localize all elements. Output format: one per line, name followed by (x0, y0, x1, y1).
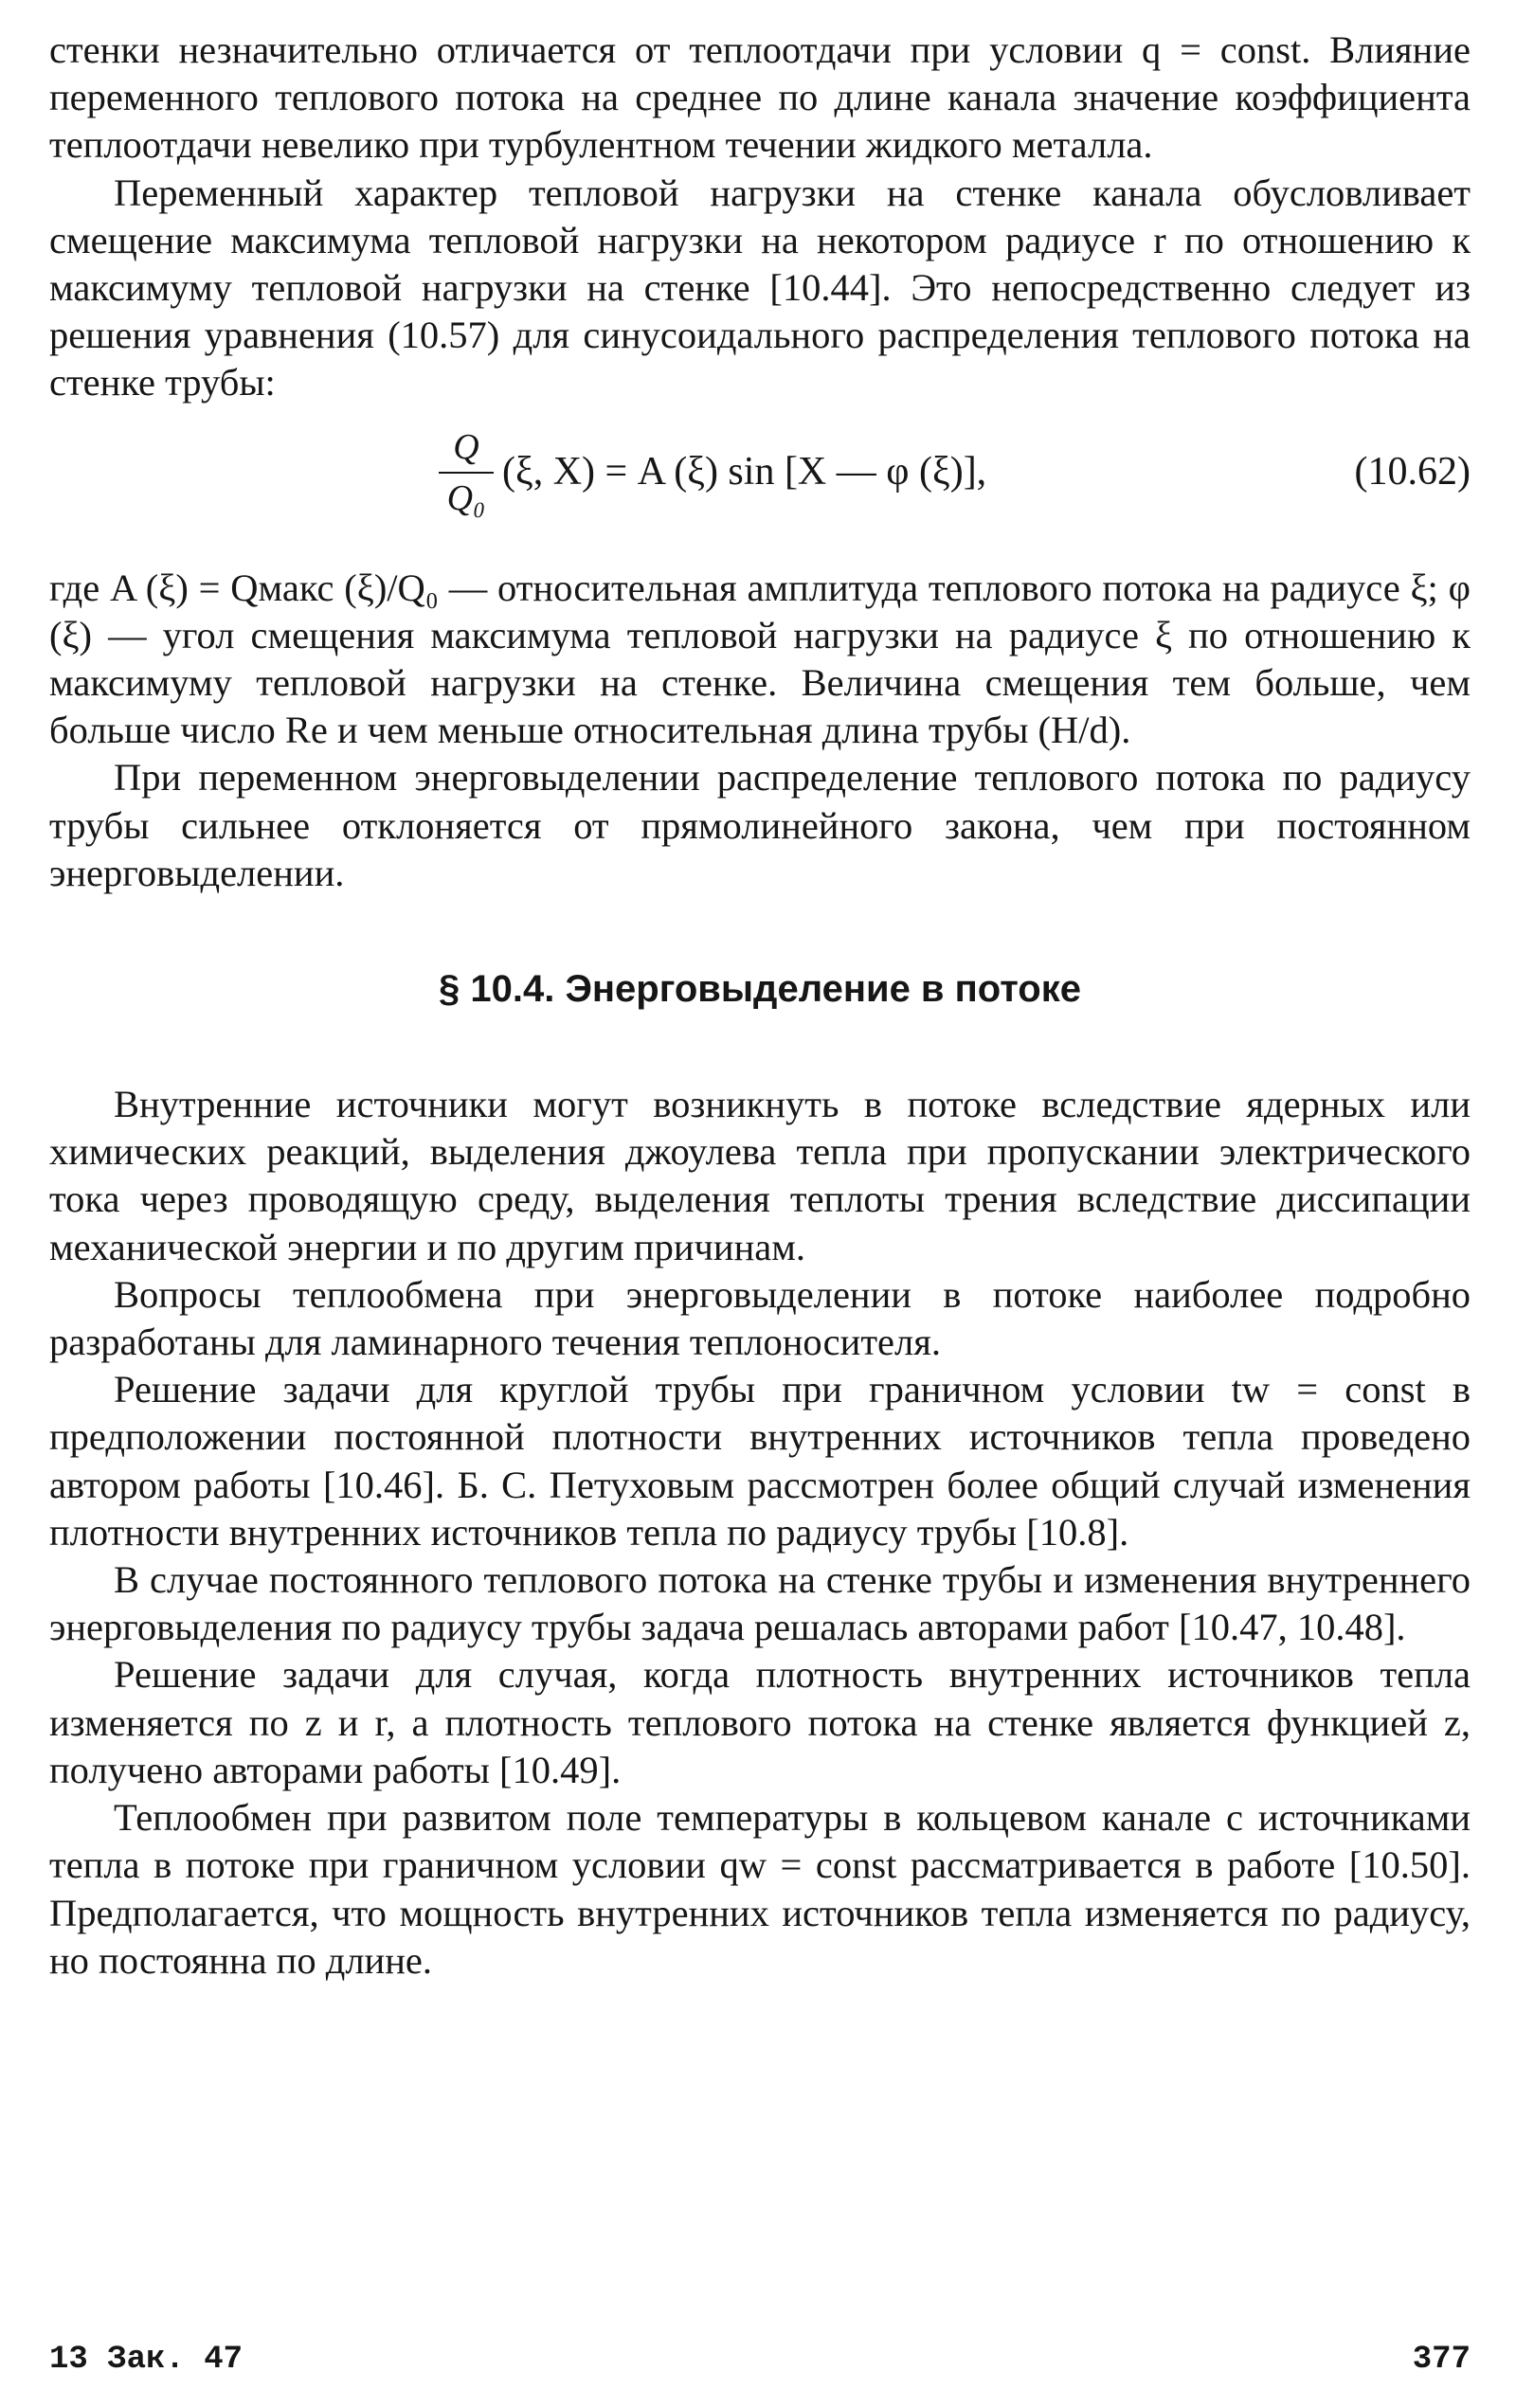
equation-10-62 (49, 411, 1471, 563)
paragraph-constant-flux: В случае постоянного теплового потока на стенке трубы и изменения внутреннего энерговыделения по радиусу трубы задача решалась авторами работ [10.47, 10.48]. (49, 1558, 1471, 1649)
paragraph-where: где A (ξ) = Qмакс (ξ)/Q₀ — относительная амплитуда теплового потока на радиусе ξ; φ (ξ) — угол смещения максимума тепловой нагрузки на радиусе ξ по отношению к максимуму тепловой нагрузки на стенке. Величина смещения тем больше, чем больше число Re и чем меньше относительная длина трубы (H/d). (49, 566, 1471, 752)
paragraph-heat-load: Переменный характер тепловой нагрузки на стенке канала обусловливает смещение максимума тепловой нагрузки на некотором радиусе r по отношению к максимуму тепловой нагрузки на стенке [10.44]. Это непосредственно следует из решения уравнения (10.57) для синусоидального распределения теплового потока на стенке трубы: (49, 171, 1471, 404)
section-heading: § 10.4. Энерговыделение в потоке (439, 968, 1081, 1011)
paragraph-annular-channel: Теплообмен при развитом поле температуры в кольцевом канале с источниками тепла в потоке при граничном условии qw = const рассматривается в работе [10.50]. Предполагается, что мощность внутренних источников тепла изменяется по радиусу, но постоянна по длине. (49, 1796, 1471, 1982)
paragraph-z-r-sources: Решение задачи для случая, когда плотность внутренних источников тепла изменяется по z и r, а плотность теплового потока на стенке является функцией z, получено авторами работы [10.49]. (49, 1653, 1471, 1791)
document-page (49, 27, 1471, 2376)
equation-fraction (433, 424, 499, 521)
equation-denominator: Q₀ (446, 477, 486, 518)
paragraph-round-tube: Решение задачи для круглой трубы при граничном условии tw = const в предположении постоянной плотности внутренних источников тепла проведено автором работы [10.46]. Б. С. Петуховым рассмотрен более общий случай изменения плотности внутренних источников тепла по радиусу трубы [10.8]. (49, 1368, 1471, 1554)
paragraph-continuation: стенки незначительно отличается от теплоотдачи при условии q = const. Влияние переменного теплового потока на среднее по длине канала значение коэффициента теплоотдачи невелико при турбулентном течении жидкого металла. (49, 28, 1471, 167)
equation-number: (10.62) (1354, 449, 1471, 494)
footer-print-mark: 13 Зак. 47 (49, 2342, 244, 2378)
paragraph-internal-sources: Внутренние источники могут возникнуть в потоке вследствие ядерных или химических реакций, выделения джоулева тепла при пропускании электрического тока через проводящую среду, выделения теплоты трения вследствие диссипации механической энергии и по другим причинам. (49, 1083, 1471, 1268)
paragraph-laminar: Вопросы теплообмена при энерговыделении в потоке наиболее подробно разработаны для ламинарного течения теплоносителя. (49, 1272, 1471, 1364)
page-footer (49, 2342, 1471, 2389)
equation-numerator: Q (453, 426, 479, 467)
equation-body: (ξ, X) = A (ξ) sin [X — φ (ξ)], (502, 449, 987, 494)
page-number: 377 (1412, 2342, 1471, 2378)
paragraph-variable-release: При переменном энерговыделении распределение теплового потока по радиусу трубы сильнее отклоняется от прямолинейного закона, чем при постоянном энерговыделении. (49, 756, 1471, 894)
